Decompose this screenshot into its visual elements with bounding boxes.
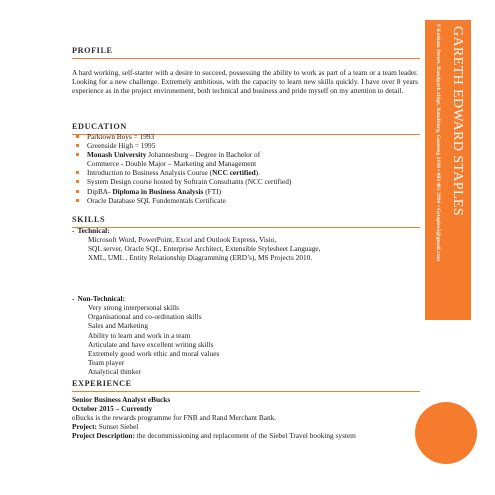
experience-entry [72, 395, 418, 440]
decorative-circle [415, 402, 477, 464]
education-item [72, 196, 418, 205]
contact-details: 9 Kotham Street, Randpark ridge, Randburg, Gauteng 2194 • 083 461 2994 • Gstaples2@gmail.com [435, 24, 441, 262]
job-dates: October 2015 – Currently [72, 404, 153, 413]
experience-heading: EXPERIENCE [72, 379, 132, 388]
technical-skills-heading [72, 226, 110, 235]
technical-skills-line: SQL server, Oracle SQL, Enterprise Architect, Extensible Stylesheet Language, [88, 244, 321, 253]
project-line [72, 422, 418, 431]
profile-heading: PROFILE [72, 46, 113, 55]
list-item: Ability to learn and work in a team [88, 330, 191, 340]
nontechnical-skills-label: Non-Technical: [77, 294, 126, 303]
list-item: Organisational and co-ordination skills [88, 312, 202, 322]
education-item-emphasis: Diploma in Business Analysis [112, 186, 204, 196]
list-item: Articulate and have excellent writing skills [88, 339, 214, 349]
list-item: Very strong interpersonal skills [88, 303, 179, 312]
education-item-institution: Monash University [87, 150, 147, 160]
technical-skills-line: XML, UML , Entity Relationship Diagramming (ERD’s), MS Projects 2010. [88, 253, 313, 262]
project-description-line [72, 431, 418, 440]
education-item [72, 177, 418, 186]
list-item: Team player [88, 358, 125, 368]
job-title: Senior Business Analyst eBucks [72, 395, 171, 404]
education-item-emphasis: NCC certified [212, 168, 256, 178]
list-item: Sales and Marketing [88, 321, 148, 331]
education-item-text: DipBA- [87, 186, 113, 196]
project-description-label: Project Description: [72, 431, 135, 440]
education-heading: EDUCATION [72, 122, 127, 131]
job-summary: eBucks is the rewards programme for FNB and Rand Merchant Bank. [72, 413, 277, 422]
education-item-text: Introduction to Business Analysis Course ( [87, 168, 213, 178]
education-item-tail: (FTI) [203, 186, 222, 196]
nontechnical-skills-heading [72, 294, 125, 303]
list-item: Analytical thinker [88, 367, 141, 377]
education-item-text: Johannesburg – Degree in Bachelor of [146, 150, 261, 160]
bullet-dash: - [72, 294, 75, 303]
education-item-text: Oracle Database SQL Fundementals Certificate [87, 195, 226, 205]
education-item [72, 187, 418, 196]
education-item-continued [72, 159, 418, 168]
profile-text: A hard working, self-starter with a desire to succeed, possessing the ability to work as part of a team or a team leader. Looking for a new challenge. Extremely ambitious, with the capacity to learn new skills quickly. I have over 8 years experience as in the project environement, both technical and business and pride myself on my attention to detail. [72, 68, 418, 95]
skills-divider [72, 227, 420, 228]
name-banner [425, 20, 471, 320]
education-item-text: System Design course hosted by Softrain Consultants (NCC certified) [87, 177, 292, 187]
technical-skills-label: Technical: [77, 226, 110, 235]
project-description-value: the decommissioning and replacement of the Siebel Travel booking system [134, 431, 356, 440]
experience-divider [72, 391, 420, 392]
education-item-text: Commerce - Double Major – Marketing and Management [87, 159, 257, 169]
list-item: Extremely good work ethic and moral values [88, 349, 220, 359]
project-label: Project: [72, 422, 97, 431]
technical-skills-text [88, 235, 418, 262]
skills-heading: SKILLS [72, 215, 106, 224]
education-item-text: Greenside High = 1995 [87, 141, 156, 151]
banner-text [425, 20, 471, 320]
nontechnical-skills-list [88, 303, 408, 377]
education-item [72, 132, 418, 141]
education-item-tail: ). [255, 168, 260, 178]
profile-divider [72, 58, 420, 59]
bullet-dash: - [72, 226, 75, 235]
education-list [72, 132, 418, 205]
project-value: Sunset Siebel [96, 422, 139, 431]
technical-skills-line: Microsoft Word, PowerPoint, Excel and Outlook Express, Visio, [88, 235, 277, 244]
education-item-text: Parktown Boys = 1993 [87, 132, 155, 141]
education-item [72, 150, 418, 159]
education-item [72, 141, 418, 150]
education-item [72, 168, 418, 177]
candidate-name: GARETH EDWARD STAPLES [450, 26, 465, 217]
